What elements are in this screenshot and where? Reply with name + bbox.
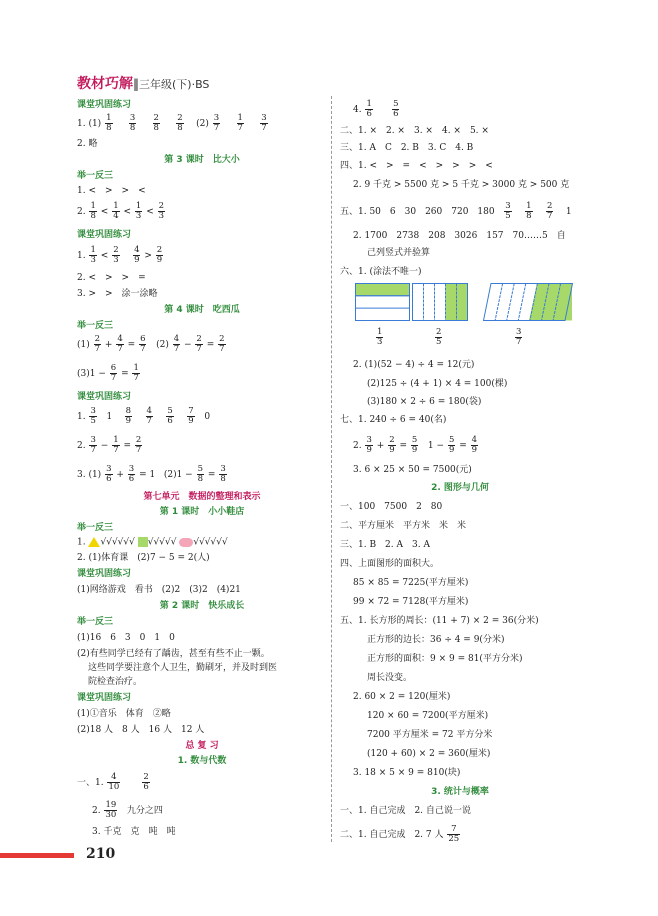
answer-line: 3. (1) $\frac{3}{6}$ + $\frac{3}{6}$ = 1 (2)1 − $\frac{5}{8}$ = $\frac{3}{8}$ <box>77 464 226 484</box>
answer-line: (1)16 6 3 0 1 0 <box>77 633 175 643</box>
answer-line: (2)125 ÷ (4 + 1) × 4 = 100(棵) <box>367 379 508 389</box>
answer-line: 四、上面图形的面积大。 <box>340 559 440 569</box>
answer-line: 五、1. 长方形的周长：(11 + 7) × 2 = 36(分米) <box>340 616 539 626</box>
fraction: $\frac{2}{5}$ <box>436 327 442 347</box>
review-subtitle: 1. 数与代数 <box>177 756 227 766</box>
lesson-title: 第 3 课时 比大小 <box>164 155 240 165</box>
fraction: $\frac{3}{5}$ <box>90 406 96 426</box>
fraction: $\frac{1}{7}$ <box>113 435 119 455</box>
answer-line: 1. $\frac{3}{5}$ 1 $\frac{8}{9}$ $\frac{4}{7}$ $\frac{5}{6}$ $\frac{7}{9}$ 0 <box>77 406 211 426</box>
fraction: $\frac{4}{9}$ <box>134 245 140 265</box>
fraction: $\frac{3}{7}$ <box>516 327 522 347</box>
fraction: $\frac{1}{3}$ <box>90 245 96 265</box>
fraction: $\frac{5}{8}$ <box>197 464 204 484</box>
fraction: $\frac{2}{8}$ <box>153 113 159 133</box>
answer-line: 1. (1) $\frac{1}{8}$ $\frac{3}{8}$ $\frac{2}{8}$ $\frac{2}{8}$ (2) $\frac{3}{7}$ $\frac{1}{7}$ $\frac{3}{7}$ <box>77 113 267 133</box>
answer-line: 正方形的面积：9 × 9 = 81(平方分米) <box>367 654 523 664</box>
figure-fraction <box>514 328 523 347</box>
answer-line: 这些同学要注意个人卫生，勤刷牙，并及时到医 <box>88 663 278 673</box>
answer-line: 2. $\frac{1}{8}$ < $\frac{1}{4}$ < $\frac{1}{3}$ < $\frac{2}{3}$ <box>77 201 165 221</box>
page-number: 210 <box>86 846 116 862</box>
answer-line: 2. $\frac{3}{7}$ − $\frac{1}{7}$ = $\frac{2}{7}$ <box>77 435 142 455</box>
unit-title: 第七单元 数据的整理和表示 <box>143 492 261 502</box>
fraction: $\frac{2}{7}$ <box>135 435 142 455</box>
grade-label: 三年级(下)·BS <box>139 78 210 91</box>
answer-line: 三、1. A C 2. B 3. C 4. B <box>340 143 474 153</box>
answer-line: 3. 18 × 5 × 9 = 810(块) <box>353 768 461 778</box>
book-title: 教材巧解 <box>77 76 133 92</box>
section-heading: 课堂巩固练习 <box>77 569 132 579</box>
review-subtitle: 3. 统计与概率 <box>431 787 489 797</box>
fraction: $\frac{5}{9}$ <box>448 435 455 455</box>
answer-line: 己列竖式并验算 <box>367 248 431 258</box>
page-header: 教材巧解‖三年级(下)·BS <box>77 76 210 92</box>
answer-line: 2. $\frac{19}{30}$ 九分之四 <box>92 800 163 820</box>
fraction: $\frac{7}{9}$ <box>188 406 194 426</box>
fraction: $\frac{6}{7}$ <box>140 334 146 354</box>
lesson-title: 第 1 课时 小小鞋店 <box>159 507 245 517</box>
answer-line: 一、1. $\frac{4}{10}$ $\frac{2}{6}$ <box>77 772 149 792</box>
answer-line: 2. (1)(52 − 4) ÷ 4 = 12(元) <box>353 360 475 370</box>
fraction: $\frac{3}{8}$ <box>220 464 226 484</box>
fraction: $\frac{3}{6}$ <box>106 464 112 484</box>
answer-line: (1)网络游戏 看书 (2)2 (3)2 (4)21 <box>77 585 241 595</box>
shaded-parallelogram-sevenths <box>483 283 573 321</box>
answer-line: 1. √√√√√√ √√√√√ √√√√√√ <box>77 537 228 548</box>
fraction: $\frac{2}{6}$ <box>143 772 149 792</box>
answer-line: 一、100 7500 2 80 <box>340 502 443 512</box>
lesson-title: 第 4 课时 吃西瓜 <box>164 305 240 315</box>
section-heading: 举一反三 <box>77 321 114 331</box>
fraction: $\frac{4}{10}$ <box>108 772 120 792</box>
answer-line: 2. 60 × 2 = 120(厘米) <box>353 692 451 702</box>
answer-line: 120 × 60 = 7200(平方厘米) <box>367 711 489 721</box>
review-subtitle: 2. 图形与几何 <box>431 483 489 493</box>
answer-line: 周长没变。 <box>367 673 413 683</box>
fraction: $\frac{6}{7}$ <box>110 363 117 383</box>
fraction: $\frac{3}{6}$ <box>128 464 135 484</box>
section-heading: 课堂巩固练习 <box>77 100 132 110</box>
fraction: $\frac{3}{9}$ <box>366 435 372 455</box>
answer-line: 一、1. 自己完成 2. 自己说一说 <box>340 806 471 816</box>
fraction: $\frac{3}{7}$ <box>90 435 96 455</box>
answer-line: 99 × 72 = 7128(平方厘米) <box>353 597 469 607</box>
answer-line: 3. 6 × 25 × 50 = 7500(元) <box>353 465 472 475</box>
fraction: $\frac{2}{3}$ <box>113 245 119 265</box>
fraction: $\frac{1}{8}$ <box>90 201 96 221</box>
fraction: $\frac{1}{8}$ <box>106 113 112 133</box>
fraction: $\frac{19}{30}$ <box>105 800 117 820</box>
answer-line: 七、1. 240 ÷ 6 = 40(名) <box>340 415 447 425</box>
fraction: $\frac{1}{6}$ <box>366 99 372 119</box>
answer-line: 三、1. B 2. A 3. A <box>340 540 430 550</box>
section-heading: 举一反三 <box>77 171 114 181</box>
square-icon <box>138 537 148 547</box>
figure-fraction <box>375 328 384 347</box>
fraction: $\frac{4}{7}$ <box>173 334 180 354</box>
fraction: $\frac{2}{9}$ <box>389 435 395 455</box>
fraction: $\frac{3}{5}$ <box>505 201 511 221</box>
section-heading: 课堂巩固练习 <box>77 693 132 703</box>
fraction: $\frac{4}{7}$ <box>146 406 152 426</box>
fraction: $\frac{3}{8}$ <box>129 113 136 133</box>
section-heading: 课堂巩固练习 <box>77 392 132 402</box>
figure-fraction <box>434 328 443 347</box>
fraction: $\frac{5}{6}$ <box>393 99 399 119</box>
answer-line: 2. 略 <box>77 139 98 149</box>
answer-line: 85 × 85 = 7225(平方厘米) <box>353 578 469 588</box>
fraction: $\frac{2}{7}$ <box>219 334 225 354</box>
footer-accent-bar <box>0 853 74 858</box>
lesson-title: 第 2 课时 快乐成长 <box>159 601 245 611</box>
fraction: $\frac{1}{3}$ <box>135 201 142 221</box>
fraction: $\frac{2}{7}$ <box>94 334 101 354</box>
answer-line: 四、1. < > = < > > > < <box>340 161 493 171</box>
answer-line: 六、1. (涂法不唯一) <box>340 267 422 277</box>
answer-line: 3. 千克 克 吨 吨 <box>92 827 176 837</box>
answer-line: 2. 1700 2738 208 3026 157 70……5 自 <box>353 231 566 241</box>
triangle-icon <box>88 537 100 547</box>
fraction: $\frac{4}{7}$ <box>117 334 123 354</box>
answer-line: 4. $\frac{1}{6}$ $\frac{5}{6}$ <box>353 99 399 119</box>
answer-line: 3. > > 涂一涂略 <box>77 289 158 299</box>
fraction: $\frac{4}{9}$ <box>471 435 478 455</box>
fraction: $\frac{3}{7}$ <box>213 113 220 133</box>
answer-line: 7200 平方厘米 = 72 平方分米 <box>367 730 493 740</box>
oval-icon <box>179 538 193 547</box>
answer-line: 2. 9 千克 > 5500 克 > 5 千克 > 3000 克 > 500 克 <box>353 180 570 190</box>
answer-line: 正方形的边长：36 ÷ 4 = 9(分米) <box>367 635 505 645</box>
answer-line: 院检查治疗。 <box>88 677 143 687</box>
column-divider <box>331 96 332 842</box>
answer-line: (120 + 60) × 2 = 360(厘米) <box>367 749 491 759</box>
answer-line: 二、1. × 2. × 3. × 4. × 5. × <box>340 126 489 136</box>
fraction: $\frac{1}{3}$ <box>377 327 383 347</box>
answer-line: (3)180 × 2 ÷ 6 = 180(袋) <box>367 397 482 407</box>
section-heading: 课堂巩固练习 <box>77 230 132 240</box>
answer-line: (1)①音乐 体育 ②略 <box>77 709 171 719</box>
answer-line: 二、平方厘米 平方米 米 米 <box>340 521 467 531</box>
fraction: $\frac{3}{7}$ <box>261 113 267 133</box>
fraction: $\frac{1}{7}$ <box>237 113 243 133</box>
fraction: $\frac{7}{25}$ <box>448 824 460 844</box>
fraction: $\frac{1}{7}$ <box>133 363 139 383</box>
answer-line: 2. (1)体育课 (2)7 − 5 = 2(人) <box>77 553 210 563</box>
answer-line: (1) $\frac{2}{7}$ + $\frac{4}{7}$ = $\frac{6}{7}$ (2) $\frac{4}{7}$ − $\frac{2}{7}$ = $\frac{2}{7}$ <box>77 334 225 354</box>
answer-line: 五、1. 50 6 30 260 720 180 $\frac{3}{5}$ $\frac{1}{8}$ $\frac{2}{7}$ 1 <box>340 201 572 221</box>
fraction: $\frac{2}{9}$ <box>156 245 163 265</box>
answer-line: (2)有些同学已经有了龋齿，甚至有些不止一颗。 <box>77 649 270 659</box>
fraction: $\frac{2}{7}$ <box>546 201 553 221</box>
fraction: $\frac{1}{4}$ <box>113 201 119 221</box>
answer-line: (2)18 人 8 人 16 人 12 人 <box>77 725 205 735</box>
answer-line: 1. < > > < <box>77 186 146 196</box>
answer-line: 2. < > > = <box>77 273 146 283</box>
section-heading: 举一反三 <box>77 523 114 533</box>
fraction: $\frac{5}{9}$ <box>411 435 418 455</box>
answer-line: 1. $\frac{1}{3}$ < $\frac{2}{3}$ $\frac{4}{9}$ > $\frac{2}{9}$ <box>77 245 163 265</box>
answer-line: 二、1. 自己完成 2. 7 人 $\frac{7}{25}$ <box>340 824 460 844</box>
fraction: $\frac{2}{3}$ <box>158 201 165 221</box>
shaded-rectangle-thirds <box>355 283 410 321</box>
answer-line: 2. $\frac{3}{9}$ + $\frac{2}{9}$ = $\frac{5}{9}$ 1 − $\frac{5}{9}$ = $\frac{4}{9}$ <box>353 435 478 455</box>
section-heading: 举一反三 <box>77 617 114 627</box>
fraction: $\frac{8}{9}$ <box>125 406 132 426</box>
fraction: $\frac{2}{7}$ <box>196 334 202 354</box>
fraction: $\frac{2}{8}$ <box>177 113 183 133</box>
review-title: 总 复 习 <box>185 741 219 751</box>
fraction: $\frac{1}{8}$ <box>526 201 532 221</box>
answer-line: (3)1 − $\frac{6}{7}$ = $\frac{1}{7}$ <box>77 363 139 383</box>
shaded-rectangle-fifths <box>412 283 468 321</box>
fraction: $\frac{5}{6}$ <box>167 406 173 426</box>
